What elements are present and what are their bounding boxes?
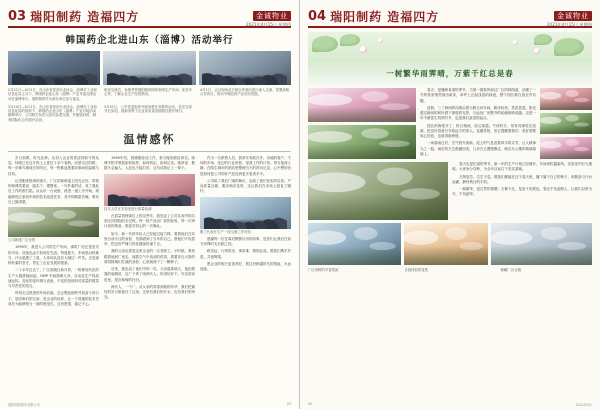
article-paragraph: 1999年，我进入公司的生产车间，那时厂房还是旧式的平房，设备也远不如现在先进。每逢夏天，车间里闷热难当，汗水湿透了工装，大家却从没有人喊过一声苦。正是那种朴素的坚守，奠定了企业发展的根基。 bbox=[8, 245, 99, 265]
section-divider bbox=[8, 151, 291, 152]
right-page-number: 04 bbox=[308, 8, 327, 24]
publication-date: 2021年4月15日 星期四 bbox=[546, 22, 592, 27]
spring-flower-closeup bbox=[540, 88, 592, 110]
right-text-column-middle bbox=[452, 162, 592, 220]
photo-caption: 座谈交流后，参观考察瑞阳制药固体制剂生产车间、化验中心等，了解企业生产经营情况。 bbox=[104, 88, 193, 97]
blossom-decoration bbox=[378, 38, 383, 43]
middle-photo-row bbox=[308, 162, 592, 220]
photo-caption: 俯瞰厂区全貌 bbox=[500, 268, 521, 272]
article-paragraph: 岁月如歌，时光荏苒。从初入企业的青涩到如今的从容，转眼已在这片热土上度过十余个春秋。回望走过的路，每一步都写满成长的印记，每一程都浸透着同事间的温暖与扶持。 bbox=[8, 155, 99, 176]
top-photo-row bbox=[8, 51, 291, 85]
article-paragraph: 两代人，一个厂。从父亲的青春到我的年华，我们把最好的岁月都留在了这里。这里有我们的汗水，也有我们的荣光。 bbox=[104, 284, 195, 300]
article-paragraph: 二十多年过去了，厂区面貌日新月异，一栋栋现代化的生产大楼拔地而起，GMP 车间窗明几净，自动化生产线高速运转。变化的是环境与设备，不变的是那份对质量的敬畏与对责任的担当。 bbox=[8, 268, 99, 288]
campus-photo bbox=[8, 207, 99, 237]
left-page-number: 03 bbox=[8, 8, 27, 24]
spring-field-photo bbox=[404, 223, 488, 265]
left-photo-stack bbox=[308, 88, 416, 159]
leaf-decoration bbox=[534, 34, 552, 45]
article-paragraph: 路虽远，行则将至；事虽难，做则必成。愿我们携手并进，共创辉煌。 bbox=[200, 249, 291, 259]
left-masthead-title: 瑞阳制药 造福四方 bbox=[30, 9, 140, 24]
bottom-caption-cols bbox=[308, 267, 592, 275]
photo-caption: 职工代表在生产一线交流工作经验 bbox=[200, 229, 251, 234]
photo-caption: 4月1日，会议现场双方就合作意向进行深入交流，签署战略合作协议，推动中韩医药产业协同发展。 bbox=[200, 88, 290, 97]
article-paragraph: 愿企业的明天更加美好，愿这份跨越时代的情谊，永远延续。 bbox=[200, 261, 291, 271]
article-paragraph: 万物复苏，生生不息。愿我们都能在这个春天里，播下属于自己的种子，用勤奋与汗水浇灌，静待秋日的丰收。 bbox=[452, 174, 592, 184]
right-page-footer bbox=[308, 402, 592, 407]
sub-caption-cols bbox=[8, 104, 291, 125]
top-caption-cols bbox=[8, 87, 291, 104]
banner-title: 一树繁华雨霁晴，万紫千红总是春 bbox=[386, 69, 514, 78]
photo-caption: 公司新建厂区全景 bbox=[8, 238, 36, 242]
lab-photo bbox=[104, 174, 195, 206]
article-paragraph: 一场春雨过后，空气格外清新。泥土的气息混着草木的芬芳，让人精神为之一振。雨后的天空澄澈如洗，几朵白云慢慢飘过，映在办公楼的玻璃幕墙上。 bbox=[420, 141, 536, 156]
article-column-1 bbox=[8, 156, 99, 309]
left-headline: 韩国药企北进山东（淄博）活动举行 bbox=[65, 35, 234, 46]
article-paragraph: 在质量管理岗位上的这些年，我见证了公司从省内知名到走向国际的全过程。每一批产品出厂前的检验，每一次审计前的准备，都是对初心的一次确认。 bbox=[104, 213, 195, 229]
article-paragraph: 我的父亲也曾是这家企业的一名老职工。小时候，我常跟着他到厂里去，闻着空气中淡淡的药香，看着穿白大褂的叔叔阿姨们忙碌的身影，心里就埋下了一颗种子。 bbox=[104, 249, 195, 264]
far-right-photo-stack bbox=[540, 88, 592, 159]
leaf-decoration bbox=[554, 38, 584, 56]
article-column-2 bbox=[104, 156, 195, 309]
sub-caption: 3月24日—4月1日，在山东省医药行业协会、淄博市工业和信息化局的组织下，韩国药企赴山东（淄博）产业对接活动顺利举行，公司相关负责人陪同参观交流，并就原料药、制剂国际化合作展开洽谈。 bbox=[8, 104, 97, 122]
masthead-right bbox=[547, 4, 592, 27]
article-paragraph: 如今，新一代的年轻人已经接过接力棒。看着他们在实验台前专注的身影，仿佛看到了当年的自己。愿他们不负韶华，把这份严谨与热忱继续传递下去。 bbox=[104, 231, 195, 246]
article-paragraph: 感谢每一位在幕后默默付出的同事，是你们让我们在前方冲锋时无后顾之忧。 bbox=[200, 236, 291, 246]
spring-garden-photo bbox=[308, 125, 416, 159]
footer-left: 瑞阳制药股份有限公司 bbox=[8, 403, 40, 407]
article-paragraph: 公司给了我们广阔的舞台，也给了我们坚实的后盾。产品质量过硬，服务响应及时，这让我们在市场上挺直了腰杆。 bbox=[200, 178, 291, 194]
section-title: 温情感怀 bbox=[123, 132, 176, 146]
spring-panorama-photo bbox=[491, 223, 592, 265]
photo-caption: 技术人员在实验室进行质量检测 bbox=[104, 206, 152, 211]
article-paragraph: 作为一名销售人员，我常年奔波在外。各地的客户、不同的市场、变幻的行业形势，是我工作的日常。每当夜深人静，在陌生城市的酒店里整理当天的拜访记录，心中想的仍是如何把公司的好产品送到更多患者手中。 bbox=[200, 155, 291, 176]
photo-caption: 2月21日—4月1日，在山东省医药行业协会、淄博市工业和信息化局主办下，韩国药企赴山东（淄博）产业对接交流活动在淄博举行，瑞阳制药作为承办单位参与接洽。 bbox=[8, 88, 97, 101]
group-photo-signing bbox=[199, 51, 291, 85]
left-page-footer bbox=[8, 402, 291, 407]
spring-lawn-photo bbox=[308, 162, 448, 220]
article-paragraph: 记得刚来报到的那天，厂区的林荫道上阳光正好。带我的师傅笑着说：踏实干，慢慢来。一句朴素的话，成了我此后工作的座右铭。从认识一台设备、熟悉一道工序开始，到能够独立承担车间的技术改造任务，其中的酸甜苦辣，唯有自己最清楚。 bbox=[8, 178, 99, 204]
footer-left: 04 bbox=[308, 402, 313, 406]
article-paragraph: 一树繁华，是自然的馈赠；万紫千红，是奋斗的底色。春光不负赶路人，让我们以梦为马，不负韶华。 bbox=[452, 187, 592, 197]
right-page bbox=[300, 0, 600, 409]
article-paragraph: 1999年初，我刚刚参加工作，被分配到质检岗位。师傅手把手教我如何取样、如何判定、如何记录。她常说：数据不会骗人，人品也不能打折。这句话我记了一辈子。 bbox=[104, 155, 195, 171]
article-paragraph: 春天，是播种希望的季节。当第一缕春风掠过厂区的林荫道，沉睡了一冬的枝条悄然抽出新芽，草坪上泛起浅浅的绿意，整个园区都在春光中苏醒。 bbox=[420, 88, 536, 103]
article-paragraph: 清晨，三三两两的同事沿着小路走向车间，脚步轻快，笑语盈盈。阳光透过新绿的树叶洒下斑驳的光影，与远处厂房整齐的轮廓相映成趣。这是一年中最富生机的时节，也是我们奋进的起点。 bbox=[420, 105, 536, 121]
publication-logo: 金诚物业 bbox=[554, 11, 592, 21]
upper-photo-row bbox=[308, 88, 592, 159]
article-columns bbox=[8, 156, 291, 309]
spring-path-photo bbox=[540, 113, 592, 135]
article-paragraph: 春天也是忙碌的季节。新一年的生产计划已经铺开，车间里机器轰鸣，实验室内灯火通明。大家争分夺秒，为全年目标打下坚实基础。 bbox=[452, 162, 592, 172]
right-masthead-title: 瑞阳制药 造福四方 bbox=[330, 9, 440, 24]
photo-caption: 含苞待放的花枝 bbox=[404, 268, 429, 272]
publication-date: 2021年4月15日 星期四 bbox=[245, 22, 291, 27]
masthead-right bbox=[246, 4, 291, 27]
publication-logo: 金诚物业 bbox=[253, 11, 291, 21]
article-paragraph: 每每走过熟悉的车间长廊，总会想起那些并肩奋斗的日子。是同事们的互助，是企业的培养，让一个普通的技术员成长为能够独当一面的班组长。这份恩情，铭记于心。 bbox=[8, 291, 99, 306]
blossom-decoration bbox=[360, 46, 367, 53]
spring-branch-photo bbox=[540, 137, 592, 159]
group-photo-lab-visit bbox=[103, 51, 195, 85]
article-paragraph: 园区的海棠开了，粉白相间，如云似霞。午休时分，常有同事驻足拍照，把这份春意分享给远方的家人。花期虽短，但它提醒着我们：美好需要用心经营，也值得被珍惜。 bbox=[420, 123, 536, 138]
spring-river-photo bbox=[308, 223, 401, 265]
footer-right: 03 bbox=[286, 402, 291, 406]
workers-photo bbox=[200, 197, 291, 229]
leaf-decoration bbox=[340, 34, 360, 46]
right-text-column-top bbox=[420, 88, 536, 159]
group-photo-delegation bbox=[8, 51, 100, 85]
left-masthead bbox=[8, 6, 291, 28]
leaf-decoration bbox=[312, 36, 338, 52]
spring-blossom-photo bbox=[308, 88, 416, 122]
article-paragraph: 后来，我也成了他们中的一员。父亲退休那天，他拍着我的肩膀说：这厂子养了咱两代人，你得好好干。朴实的话语里，是沉甸甸的托付。 bbox=[104, 267, 195, 282]
footer-right: 2021年4月 bbox=[575, 403, 592, 407]
spring-banner bbox=[308, 32, 592, 84]
bottom-photo-row bbox=[308, 223, 592, 265]
right-masthead bbox=[308, 6, 592, 28]
photo-caption: 厂区河畔的早春景致 bbox=[308, 268, 339, 272]
blossom-decoration bbox=[513, 40, 518, 45]
article-column-3 bbox=[200, 156, 291, 309]
sub-caption: 3月31日，公司党委组织开展形势任务教育活动，各党支部书记参加，就新形势下企业高质量发展路径展开研讨。 bbox=[104, 104, 192, 113]
blossom-decoration bbox=[534, 48, 540, 54]
